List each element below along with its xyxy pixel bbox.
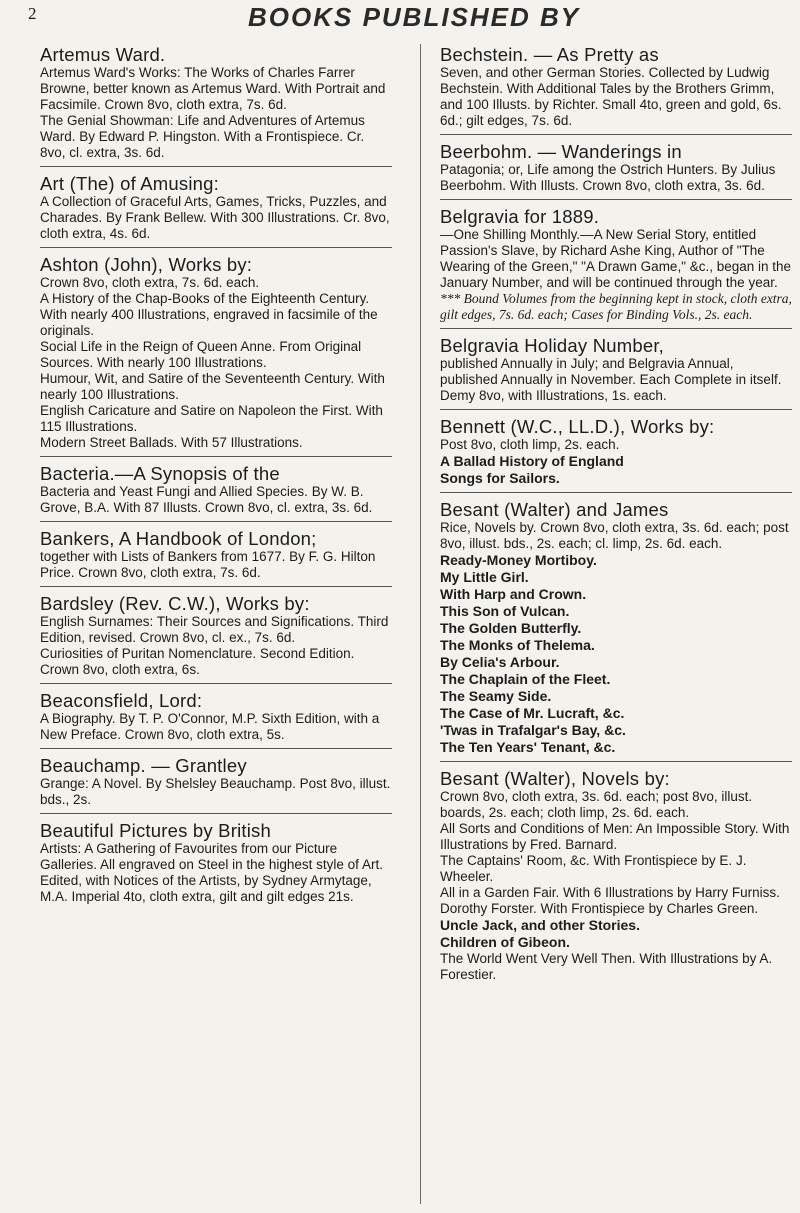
entry-heading: Artemus Ward. [40, 44, 166, 65]
book-title: The Ten Years' Tenant, &c. [440, 739, 616, 755]
entry-heading: Beaconsfield, Lord: [40, 690, 203, 711]
entry-text: English Caricature and Satire on Napoleon the First. With 115 Illustrations. [40, 403, 383, 434]
catalog-entry [440, 44, 792, 135]
entry-heading: Bardsley (Rev. C.W.), Works by: [40, 593, 310, 614]
entry-text: Curiosities of Puritan Nomenclature. Second Edition. Crown 8vo, cloth extra, 6s. [40, 646, 355, 677]
entry-text: Patagonia; or, Life among the Ostrich Hunters. By Julius Beerbohm. With Illusts. Crown 8vo, cloth extra, 3s. 6d. [440, 162, 776, 193]
entry-text: Dorothy Forster. With Frontispiece by Charles Green. [440, 901, 759, 916]
entry-text: Humour, Wit, and Satire of the Seventeenth Century. With nearly 100 Illustrations. [40, 371, 385, 402]
entry-text: Artists: A Gathering of Favourites from our Picture Galleries. All engraved on Steel in the highest style of Art. Edited, with Notices of the Artists, by Sydney Armytage, M.A. Imperial 4to, cloth extra, gilt and gilt edges 21s. [40, 841, 383, 904]
book-title: The Chaplain of the Fleet. [440, 671, 611, 687]
book-title: With Harp and Crown. [440, 586, 587, 602]
entry-heading: Belgravia for 1889. [440, 206, 600, 227]
entry-heading: Ashton (John), Works by: [40, 254, 253, 275]
page-number: 2 [28, 4, 37, 23]
catalog-entry [440, 768, 792, 988]
entry-heading: Besant (Walter) and James [440, 499, 669, 520]
entry-text: The Captains' Room, &c. With Frontispiece by E. J. Wheeler. [440, 853, 747, 884]
entry-heading: Bechstein. — As Pretty as [440, 44, 659, 65]
catalog-entry [40, 254, 392, 457]
entry-heading: Belgravia Holiday Number, [440, 335, 665, 356]
entry-text: Crown 8vo, cloth extra, 7s. 6d. each. [40, 275, 260, 290]
entry-heading: Beautiful Pictures by British [40, 820, 271, 841]
catalog-entry [440, 141, 792, 200]
book-title: This Son of Vulcan. [440, 603, 570, 619]
left-column [40, 44, 392, 916]
page-header [0, 0, 800, 40]
catalog-entry [40, 593, 392, 684]
entry-text: Modern Street Ballads. With 57 Illustrations. [40, 435, 303, 450]
entry-heading: Beauchamp. — Grantley [40, 755, 247, 776]
entry-heading: Besant (Walter), Novels by: [440, 768, 670, 789]
catalog-entry [440, 416, 792, 493]
book-title: Uncle Jack, and other Stories. [440, 917, 640, 933]
entry-text: English Surnames: Their Sources and Significations. Third Edition, revised. Crown 8vo, cl. ex., 7s. 6d. [40, 614, 389, 645]
column-divider [420, 44, 421, 1204]
right-column [440, 44, 792, 994]
catalog-entry [40, 44, 392, 167]
entry-text: A Collection of Graceful Arts, Games, Tricks, Puzzles, and Charades. By Frank Bellew. With 300 Illustrations. Cr. 8vo, cloth extra, 4s. 6d. [40, 194, 390, 241]
entry-text: The World Went Very Well Then. With Illustrations by A. Forestier. [440, 951, 773, 982]
entry-heading: Bacteria.—A Synopsis of the [40, 463, 280, 484]
book-title: Children of Gibeon. [440, 934, 570, 950]
entry-text: Grange: A Novel. By Shelsley Beauchamp. Post 8vo, illust. bds., 2s. [40, 776, 391, 807]
entry-text: published Annually in July; and Belgravia Annual, published Annually in November. Each Complete in itself. Demy 8vo, with Illustrations, 1s. each. [440, 356, 782, 403]
entry-text: Crown 8vo, cloth extra, 3s. 6d. each; post 8vo, illust. boards, 2s. each; cloth limp, 2s. 6d. each. [440, 789, 753, 820]
book-title: The Monks of Thelema. [440, 637, 595, 653]
entry-heading: Beerbohm. — Wanderings in [440, 141, 682, 162]
book-title: The Seamy Side. [440, 688, 552, 704]
book-title: 'Twas in Trafalgar's Bay, &c. [440, 722, 626, 738]
entry-text: Bacteria and Yeast Fungi and Allied Species. By W. B. Grove, B.A. With 87 Illusts. Crown 8vo, cl. extra, 3s. 6d. [40, 484, 373, 515]
entry-text: The Genial Showman: Life and Adventures of Artemus Ward. By Edward P. Hingston. With a Frontispiece. Cr. 8vo, cl. extra, 3s. 6d. [40, 113, 365, 160]
entry-text: —One Shilling Monthly.—A New Serial Story, entitled Passion's Slave, by Richard Ashe King, Author of "The Wearing of the Green," "A Drawn Game," &c., began in the January Number, and will be continued through the year. [440, 227, 792, 290]
book-title: The Case of Mr. Lucraft, &c. [440, 705, 625, 721]
book-title: A Ballad History of England [440, 453, 624, 469]
catalog-entry [40, 755, 392, 814]
entry-heading: Art (The) of Amusing: [40, 173, 219, 194]
running-head: BOOKS PUBLISHED BY [248, 2, 581, 32]
book-title: Ready-Money Mortiboy. [440, 552, 597, 568]
entry-text: A Biography. By T. P. O'Connor, M.P. Sixth Edition, with a New Preface. Crown 8vo, cloth extra, 5s. [40, 711, 380, 742]
entry-heading: Bankers, A Handbook of London; [40, 528, 317, 549]
entry-text: Post 8vo, cloth limp, 2s. each. [440, 437, 620, 452]
entry-text: *** Bound Volumes from the beginning kept in stock, cloth extra, gilt edges, 7s. 6d. each; Cases for Binding Vols., 2s. each. [440, 291, 792, 322]
catalog-entry [440, 499, 792, 762]
book-title: My Little Girl. [440, 569, 529, 585]
entry-text: All Sorts and Conditions of Men: An Impossible Story. With Illustrations by Fred. Barnard. [440, 821, 790, 852]
catalog-entry [40, 820, 392, 910]
book-title: The Golden Butterfly. [440, 620, 582, 636]
entry-text: Artemus Ward's Works: The Works of Charles Farrer Browne, better known as Artemus Ward. With Portrait and Facsimile. Crown 8vo, cloth extra, 7s. 6d. [40, 65, 386, 112]
entry-text: Seven, and other German Stories. Collected by Ludwig Bechstein. With Additional Tales by the Brothers Grimm, and 100 Illusts. by Richter. Small 4to, green and gold, 6s. 6d.; gilt edges, 7s. 6d. [440, 65, 782, 128]
catalog-entry [440, 206, 792, 329]
entry-text: together with Lists of Bankers from 1677. By F. G. Hilton Price. Crown 8vo, cloth extra, 7s. 6d. [40, 549, 376, 580]
entry-text: All in a Garden Fair. With 6 Illustrations by Harry Furniss. [440, 885, 780, 900]
book-title: Songs for Sailors. [440, 470, 560, 486]
catalog-entry [440, 335, 792, 410]
entry-text: Rice, Novels by. Crown 8vo, cloth extra, 3s. 6d. each; post 8vo, illust. bds., 2s. each; cl. limp, 2s. 6d. each. [440, 520, 789, 551]
entry-text: Social Life in the Reign of Queen Anne. From Original Sources. With nearly 100 Illustrations. [40, 339, 362, 370]
entry-text: A History of the Chap-Books of the Eighteenth Century. With nearly 400 Illustrations, engraved in facsimile of the originals. [40, 291, 378, 338]
catalog-entry [40, 690, 392, 749]
catalog-entry [40, 173, 392, 248]
book-title: By Celia's Arbour. [440, 654, 560, 670]
entry-heading: Bennett (W.C., LL.D.), Works by: [440, 416, 715, 437]
catalog-entry [40, 528, 392, 587]
catalog-entry [40, 463, 392, 522]
